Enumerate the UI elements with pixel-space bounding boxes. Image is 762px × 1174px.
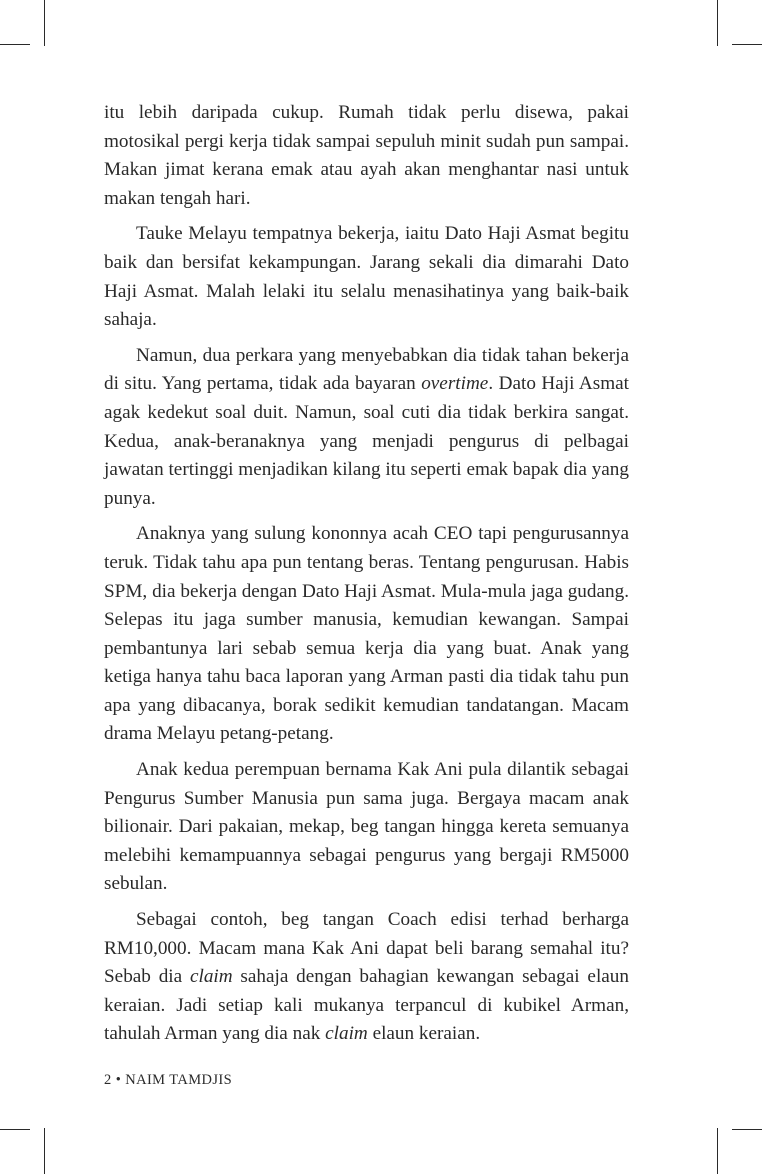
- crop-mark-bottom-right-horizontal: [732, 1129, 762, 1130]
- paragraph-2: Tauke Melayu tempatnya bekerja, iaitu Dato Haji Asmat begitu baik dan bersifat kekampungan. Jarang sekali dia dimarahi Dato Haji Asmat. Malah lelaki itu selalu menasihatinya yang baik-baik sahaja.: [104, 223, 629, 331]
- emphasis-claim-2: claim: [325, 1023, 368, 1045]
- paragraph-6-text-c: elaun keraian.: [367, 1023, 481, 1045]
- crop-mark-top-right-horizontal: [732, 44, 762, 45]
- page-number: 2: [104, 1072, 112, 1088]
- crop-mark-bottom-left-vertical: [44, 1128, 45, 1174]
- paragraph-4: Anaknya yang sulung kononnya acah CEO tapi pengurusannya teruk. Tidak tahu apa pun tentang beras. Tentang pengurusan. Habis SPM, dia bekerja dengan Dato Haji Asmat. Mula-mula jaga gudang. Selepas itu jaga sumber manusia, kemudian kewangan. Sampai pembantunya lari sebab semua kerja dia yang buat. Anak yang ketiga hanya tahu baca laporan yang Arman pasti dia tidak tahu pun apa yang dibacanya, borak sedikit kemudian tandatangan. Macam drama Melayu petang-petang.: [104, 523, 629, 745]
- crop-mark-top-left-vertical: [44, 0, 45, 46]
- emphasis-claim-1: claim: [189, 966, 233, 988]
- crop-mark-bottom-left-horizontal: [0, 1129, 30, 1130]
- folio-separator: •: [115, 1072, 122, 1088]
- author-name: NAIM TAMDJIS: [125, 1072, 233, 1088]
- body-text: [104, 99, 629, 1056]
- crop-mark-top-left-horizontal: [0, 44, 30, 45]
- paragraph-6: [104, 906, 629, 1049]
- paragraph-6-text-a: Sebagai contoh, beg tangan Coach edisi terhad berharga RM10,000. Macam mana Kak Ani dapat beli barang semahal itu? Sebab dia: [104, 909, 629, 988]
- paragraph-3: [104, 342, 629, 514]
- paragraph-3-text-a: Namun, dua perkara yang menyebabkan dia tidak tahan bekerja di situ. Yang pertama, tidak ada bayaran: [104, 344, 629, 395]
- paragraph-1: itu lebih daripada cukup. Rumah tidak perlu disewa, pakai motosikal pergi kerja tidak sampai sepuluh minit sudah pun sampai. Makan jimat kerana emak atau ayah akan menghantar nasi untuk makan tengah hari.: [104, 102, 629, 209]
- emphasis-overtime: overtime: [421, 373, 489, 395]
- page-footer: [104, 1072, 232, 1089]
- crop-mark-top-right-vertical: [717, 0, 718, 46]
- paragraph-6-text-b: sahaja dengan bahagian kewangan sebagai elaun keraian. Jadi setiap kali mukanya terpancul di kubikel Arman, tahulah Arman yang dia nak: [104, 966, 629, 1045]
- crop-mark-bottom-right-vertical: [717, 1128, 718, 1174]
- paragraph-3-text-b: . Dato Haji Asmat agak kedekut soal duit. Namun, soal cuti dia tidak berkira sangat. Kedua, anak-beranaknya yang menjadi pengurus di pelbagai jawatan tertinggi menjadikan kilang itu seperti emak bapak dia yang punya.: [104, 373, 629, 509]
- paragraph-5: Anak kedua perempuan bernama Kak Ani pula dilantik sebagai Pengurus Sumber Manusia pun sama juga. Bergaya macam anak bilionair. Dari pakaian, mekap, beg tangan hingga kereta semuanya melebihi kemampuannya sebagai pengurus yang bergaji RM5000 sebulan.: [104, 759, 629, 895]
